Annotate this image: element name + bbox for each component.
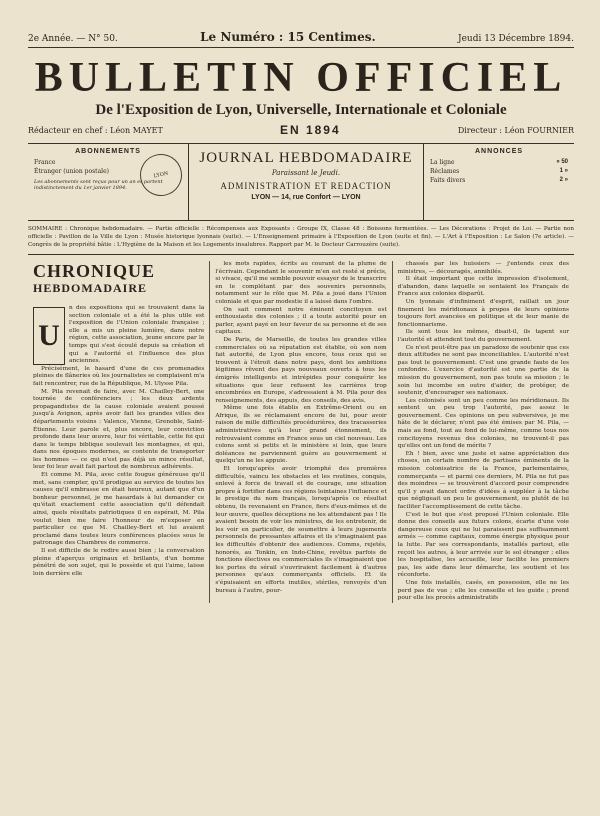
masthead bbox=[28, 56, 574, 119]
paragraph: n des expositions qui se trouvaient dans la section coloniale et a été la plus utile est l'exposition de l'Union coloniale française ; elle a mis un pleine lumière, dans notre région, cette association, jeune encore par le temps qui s'est écoulé depuis sa création et qui a l'autorité et l'influence des plus anciennes. bbox=[69, 305, 205, 365]
journal-info bbox=[188, 144, 424, 220]
director: Directeur : Léon FOURNIER bbox=[457, 125, 574, 135]
paragraph: On sait comment notre éminent concitoyen est enthousiaste des colonies ; il a toute autorité pour en parler, ayant payé en leur faveur de sa personne et de ses capitaux. bbox=[215, 306, 387, 336]
paragraph: Un lyonnais d'infiniment d'esprit, raillait un jour finement les méridionaux à propos de leurs opinions toujours fort avancées en politique et de leur manie de fonctionnarisme. bbox=[397, 298, 569, 328]
announcement-row: Faits divers 2 » bbox=[430, 177, 568, 184]
newspaper-subtitle: De l'Exposition de Lyon, Universelle, Internationale et Coloniale bbox=[95, 102, 507, 118]
headline-line-1: CHRONIQUE bbox=[33, 261, 156, 281]
subscription-row: France bbox=[34, 159, 56, 166]
paragraph: Ce n'est peut-être pas un paradoxe de soutenir que ces deux attitudes ne sont pas inconciliables. L'autorité n'est pas tout le gouvernement. C'est une grande faute de les confondre. L'exercice d'autorité est une partie de la mission du gouvernement, non pas toute sa mission ; le soin lui incombe en outre d'aider, de protéger, de soutenir, d'encourager ses nationaux. bbox=[397, 344, 569, 397]
paragraph: De Paris, de Marseille, de toutes les grandes villes commerciales où sa réputation est établie, où son nom fait autorité, de Lyon plus encore, tous ceux qui se trouvent à l'étroit dans notre pays, dont les ambitions légitimes rêvent des pays nouveaux ouverts à tous les émigrés intelligents et intrépides pour conquérir les situations que leur refusent les carrières trop encombrées en Europe, s'adressaient à M. Pila pour des renseignements, des appuis, des conseils, des avis. bbox=[215, 336, 387, 404]
article-columns bbox=[28, 261, 574, 603]
announcement-row: Réclames 1 » bbox=[430, 168, 568, 175]
issue-number: 2e Année. — N° 50. bbox=[28, 34, 118, 44]
info-bar bbox=[28, 143, 574, 221]
editor-row bbox=[28, 123, 574, 137]
article-column-3 bbox=[392, 261, 574, 603]
paragraph: M. Pila revenait de faire, avec M. Chailley-Bert, une tournée de conférenciers ; les deux ardents propagandistes de la cause coloniale avaient poussé jusqu'à Avignon, après avoir fait les grandes villes des départements voisins : Valence, Vienne, Grenoble, Saint-Étienne. Leur parole et, plus encore, leur conviction profonde dans leur œuvre, leur foi véritable, cette foi qui dans le temps biblique soulevait les montagnes, et qui, dans nos époques modernes, se contente de transporter les hommes — ce qui n'est pas déjà un mince résultat, leur foi leur avait fait partout de nombreux adhérents. bbox=[33, 388, 205, 471]
announcements-heading: ANNONCES bbox=[474, 148, 524, 155]
paragraph: chassés par les huissiers — j'entends ceux des ministres, — découragés, annihilés. bbox=[397, 261, 569, 275]
postal-stamp-icon: LYON bbox=[136, 150, 186, 200]
article-column-1 bbox=[28, 261, 209, 603]
paragraph: Une fois installés, casés, en possession, elle ne les perd pas de vue ; elle les conseille et les guide ; prend pour elle les procès administratifs bbox=[397, 579, 569, 602]
paragraph: Même une fois établis en Extrême-Orient ou en Afrique, ils se réclamaient encore de lui, pour avoir raison de mille difficultés procédurières, des tracasseries administratives qu'à leur grand étonnement, ils retrouvaient comme en France sous un ciel nouveau. Les colons sont si petits et le ministère si loin, que leurs doléances ne parviennent guère au gouvernement si quelqu'un ne les appuie. bbox=[215, 405, 387, 465]
paragraph: Précisément, le hasard d'une de ces promenades pleines de flâneries où les journalistes se complaisent m'a fait rencontrer, rue de la République, M. Ulysse Pila. bbox=[33, 365, 205, 387]
announcements-box bbox=[424, 144, 574, 220]
drop-cap-letter: U bbox=[33, 307, 65, 365]
column-text bbox=[398, 261, 569, 603]
administration-address: LYON — 14, rue Confort — LYON bbox=[251, 194, 361, 201]
paragraph: Et lorsqu'après avoir triomphé des premières difficultés, vaincu les obstacles et les routines, conquis, enlevé à force de travail et de courage, une situation propre à fortifier dans ces régions lointaines l'influence et le prestige du nom français, lorsqu'après ce résultat obtenu, ils revenaient en France, fiers d'eux-mêmes et de leur œuvre, quelles déceptions ne les attendaient pas ! Ils avaient besoin de voir les ministres, de les entretenir, de les voir en particulier, de soumettre à leurs jugements personnels de pressantes affaires et ils s'imaginaient pas les difficultés d'obtenir des audiences. Comms, rejetés, honorés, au Tonkin, en Indo-Chine, revêtus parfois de fonctions électives ou commerciales ils s'imaginaient que les portes du sérail s'ouvriraient facilement à d'autres personnes qu'aux commerçants officiels. Et ils s'épuisaient en efforts inutiles, stériles, renvoyés d'un bureau à l'autre, pour- bbox=[215, 466, 387, 594]
editor-in-chief: Rédacteur en chef : Léon MAYET bbox=[28, 125, 163, 135]
subscriptions-box bbox=[28, 144, 188, 220]
article-headline bbox=[33, 261, 204, 295]
issue-line bbox=[28, 0, 574, 48]
journal-frequency: Paraissant le Jeudi. bbox=[271, 169, 341, 177]
issue-date: Jeudi 13 Décembre 1894. bbox=[457, 34, 574, 44]
announcement-row: La ligne » 50 bbox=[430, 159, 568, 166]
edition-year: EN 1894 bbox=[279, 123, 341, 137]
paragraph: Ils sont tous les mêmes, disait-il, ils tapent sur l'autorité et attendent tout du gouvernement. bbox=[397, 329, 569, 343]
article-column-2 bbox=[209, 261, 391, 603]
subscription-row: Étranger (union postale) bbox=[34, 168, 109, 175]
paragraph: Eh ! bien, avec une juste et saine appréciation des choses, un certain nombre de partisans éminents de la mission colonisatrice de la France, parlementaires, commerçants — et parmi ces derniers, M. Pila ne fut pas des moindres — se trouvèrent d'accord pour comprendre qu'il y avait dancet ordre d'idées à suppléer à la tâche que négligeait un peu le gouvernement, ou plutôt de lui faciliter l'accomplissement de cette tâche. bbox=[397, 450, 569, 510]
paragraph: Les colonisés sont un peu comme les méridionaux. Ils sentent un peu trop l'autorité, pas assez le gouvernement. Ces opinions un peu subversives, je me hâte de le déclarer, n'ont pas été émises par M. Pila, — mais au fond, tout au fond de lui-même, comme tous nos concitoyens revenus des colonies, ne trouvent-il pas qu'elles ont un fond de mérite ? bbox=[397, 397, 569, 450]
subscriptions-heading: ABONNEMENTS bbox=[75, 148, 141, 155]
table-of-contents: SOMMAIRE : Chronique hebdomadaire. — Partie officielle : Récompenses aux Exposants : Groupe IX, Classe 48 : Boissons fermentées. — Les Décorations : Projet de Loi. — Partie non officielle : Pavillon de la Ville de Lyon : Musée historique lyonnais (suite). — L'Enseignement primaire à l'Exposition de Lyon (suite et fin). — L'Art à l'Exposition : Le Salon (7e article). — Congrès de la propriété bâtie : L'Hygiène de la Maison et les Logements insalubres. Rapport par M. le Docteur Carrouzère (suite). bbox=[28, 225, 574, 255]
paragraph: Il est difficile de le redire aussi bien ; la conversation pleine d'aperçus originaux et brillants, d'un homme pénétré de son sujet, qui le possède et qui l'aime, laisse loin derrière elle bbox=[33, 548, 205, 577]
headline-line-2: HEBDOMADAIRE bbox=[33, 281, 148, 295]
subscriptions-note: Les abonnements sont reçus pour un an et partent indistinctement du 1er janvier 1894. bbox=[34, 179, 163, 191]
journal-type: JOURNAL HEBDOMADAIRE bbox=[199, 150, 413, 166]
paragraph: Il était important que cette impression d'isolement, d'abandon, dans laquelle se sentaient les Français de France aux colonies disparût. bbox=[397, 276, 569, 298]
issue-price: Le Numéro : 15 Centimes. bbox=[200, 30, 376, 44]
paragraph: C'est le but que s'est proposé l'Union coloniale. Elle donne des conseils aux futurs colons, écarte d'une voie dangereuse ceux qui ne lui paraissent pas suffisamment armés — comme capitaux, comme énergie physique pour la lutte. Par ses correspondants, installés partout, elle reçoit les autres, à leur arrivée sur le sol étranger ; elles les hospitalise, les accueille, leur facilite les premiers pas, les aide dans leur démarche, les soutient et les réconforte. bbox=[397, 511, 569, 579]
column-text bbox=[215, 261, 386, 595]
paragraph: les mots rapides, écrits au courant de la plume de l'écrivain. Cependant le souvenir m'en est resté si précis, si vivace, qu'il me semble pouvoir essayer de le transcrire en le complétant par des souvenirs personnels, notamment sur le rôle que M. Pila a joué dans l'Union coloniale et que par modestie il a laissé dans l'ombre. bbox=[215, 261, 387, 305]
administration-heading: ADMINISTRATION ET REDACTION bbox=[220, 181, 392, 191]
paragraph: Et comme M. Pila, avec cette fougue généreuse qu'il met, sans compter, qu'il prodigue au service de toutes les causes qu'il embrasse en était heureux, autant que d'un bonheur personnel, je me hasardais à lui demander ce qu'était exactement cette association qu'il défendait ainsi, quels résultats patriotiques il en espérait, M. Pila voulut bien me faire l'honneur de m'exposer en particulier ce que M. Chailley-Bert et lui avaient proclamé dans toutes leurs conférences placées sous le patronage des Chambres de commerce. bbox=[33, 472, 205, 547]
newspaper-title: BULLETIN OFFICIEL bbox=[34, 55, 568, 101]
